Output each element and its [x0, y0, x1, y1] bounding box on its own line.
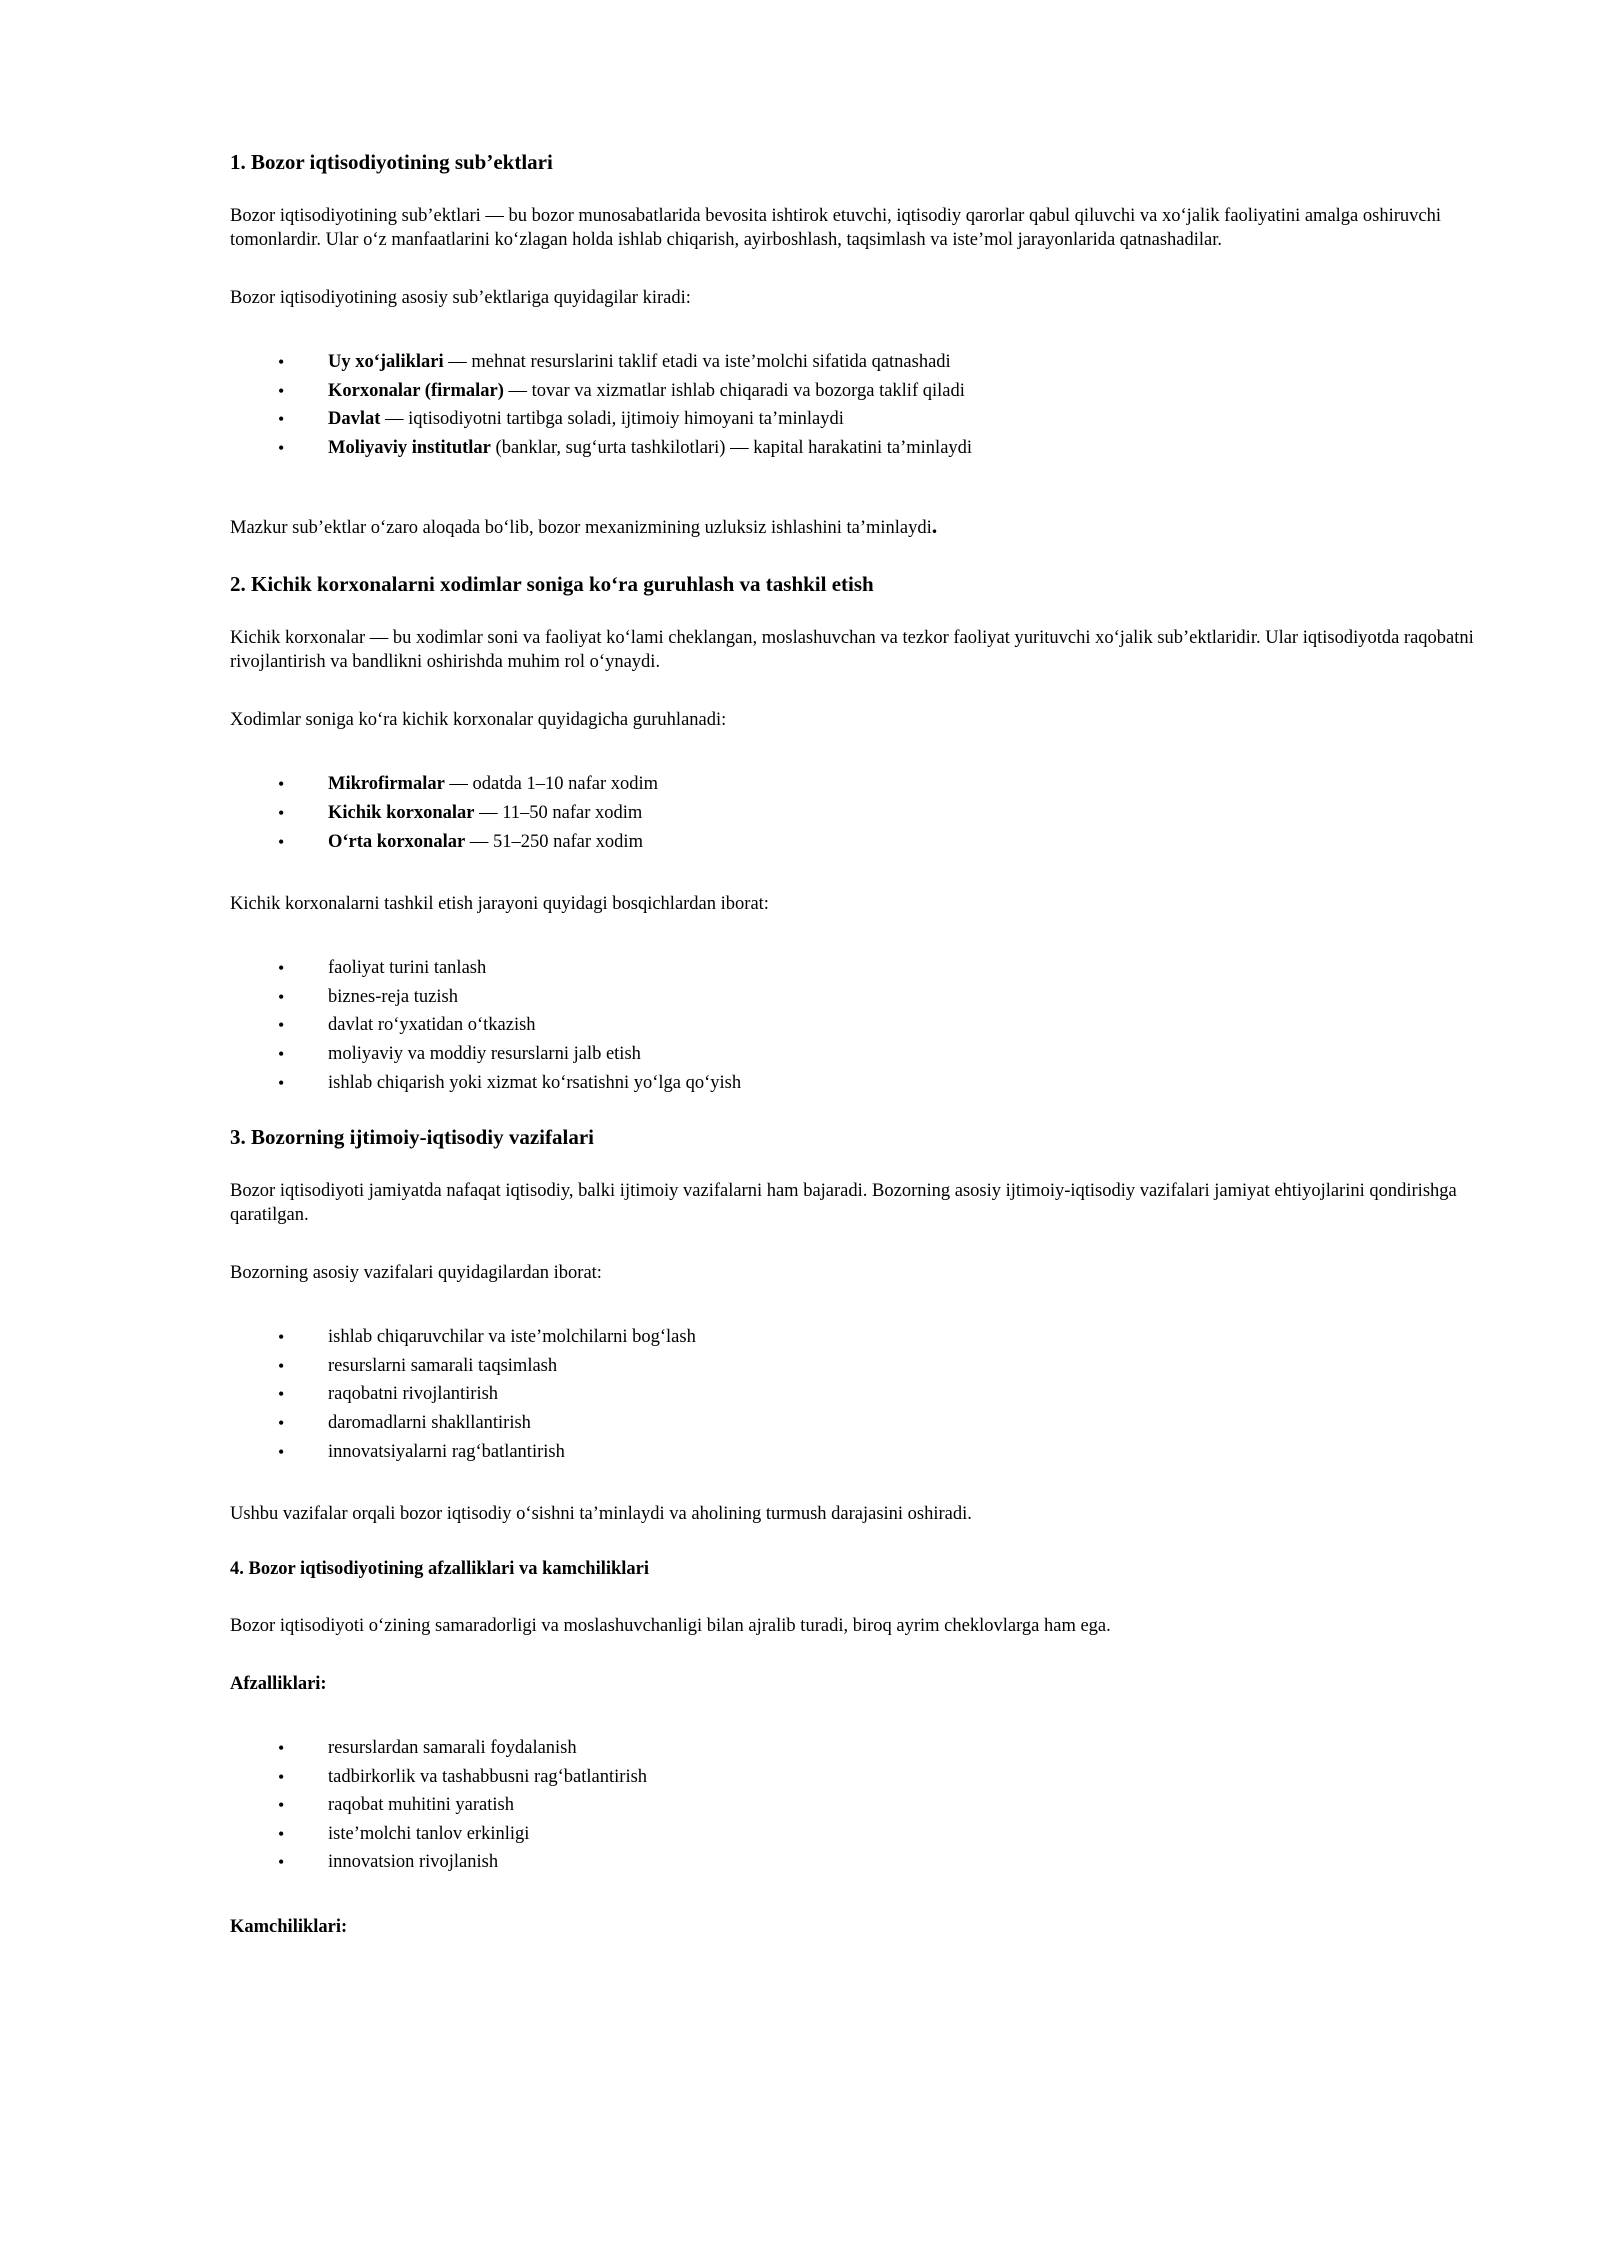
- list-item-text: (banklar, sug‘urta tashkilotlari) — kapital harakatini ta’minlaydi: [490, 437, 973, 458]
- list-item: [230, 1820, 1490, 1849]
- section-3-paragraph-3: Ushbu vazifalar orqali bozor iqtisodiy o‘sishni ta’minlaydi va aholining turmush darajasini oshiradi.: [230, 1504, 972, 1525]
- list-item: [230, 1323, 1490, 1352]
- section-1-paragraph-3-end: .: [931, 513, 938, 539]
- list-item: [230, 770, 1490, 799]
- section-2-paragraph-2: Xodimlar soniga ko‘ra kichik korxonalar quyidagicha guruhlanadi:: [230, 710, 727, 731]
- bullet-icon: •: [278, 1823, 285, 1844]
- advantages-label: Afzalliklari:: [230, 1674, 327, 1695]
- list-item-text: raqobatni rivojlantirish: [328, 1384, 499, 1405]
- list-item-text: ishlab chiqaruvchilar va iste’molchilarni bog‘lash: [328, 1327, 696, 1348]
- list-item: [230, 1352, 1490, 1381]
- bullet-icon: •: [278, 1384, 285, 1405]
- list-item: [230, 1069, 1490, 1098]
- list-item: [230, 1011, 1490, 1040]
- bullet-icon: •: [278, 1043, 285, 1064]
- section-2-title: 2. Kichik korxonalarni xodimlar soniga ko‘ra guruhlash va tashkil etish: [230, 572, 874, 597]
- list-item-text: — odatda 1–10 nafar xodim: [444, 774, 659, 795]
- section-3-paragraph-1: Bozor iqtisodiyoti jamiyatda nafaqat iqtisodiy, balki ijtimoiy vazifalarni ham bajaradi. Bozorning asosiy ijtimoiy-iqtisodiy vazifalari jamiyat ehtiyojlarini qondirishga qaratilgan.: [230, 1181, 1457, 1226]
- section-1-subjects-list: [230, 348, 1490, 462]
- section-3-title: 3. Bozorning ijtimoiy-iqtisodiy vazifalari: [230, 1125, 594, 1150]
- list-item: [230, 1791, 1490, 1820]
- list-item-text: moliyaviy va moddiy resurslarni jalb etish: [328, 1043, 641, 1064]
- bullet-icon: •: [278, 1355, 285, 1376]
- bullet-icon: •: [278, 409, 285, 430]
- bullet-icon: •: [278, 1412, 285, 1433]
- section-1-paragraph-3: [230, 514, 1490, 540]
- section-3-functions-list: [230, 1323, 1490, 1466]
- bullet-icon: •: [278, 1766, 285, 1787]
- disadvantages-label: Kamchiliklari:: [230, 1917, 348, 1938]
- list-item-term: O‘rta korxonalar: [328, 831, 466, 852]
- bullet-icon: •: [278, 1015, 285, 1036]
- section-1-paragraph-1: Bozor iqtisodiyotining sub’ektlari — bu bozor munosabatlarida bevosita ishtirok etuvchi, iqtisodiy qarorlar qabul qiluvchi va xo‘jalik faoliyatini amalga oshiruvchi tomonlardir. Ular o‘z manfaatlarini ko‘zlagan holda ishlab chiqarish, ayirboshlash, taqsimlash va iste’mol jarayonlarida qatnashadilar.: [230, 206, 1441, 250]
- bullet-icon: •: [278, 1852, 285, 1873]
- bullet-icon: •: [278, 1327, 285, 1348]
- advantages-list: [230, 1734, 1490, 1877]
- section-1-paragraph-2: Bozor iqtisodiyotining asosiy sub’ektlariga quyidagilar kiradi:: [230, 288, 691, 308]
- list-item: [230, 1438, 1490, 1467]
- list-item-text: davlat ro‘yxatidan o‘tkazish: [328, 1015, 536, 1036]
- list-item: [230, 1040, 1490, 1069]
- list-item: [230, 954, 1490, 983]
- list-item-text: — iqtisodiyotni tartibga soladi, ijtimoiy himoyani ta’minlaydi: [380, 409, 844, 430]
- list-item-text: tadbirkorlik va tashabbusni rag‘batlantirish: [328, 1766, 648, 1787]
- list-item-term: Davlat: [328, 409, 381, 430]
- list-item: [230, 434, 1490, 463]
- list-item: [230, 377, 1490, 406]
- list-item-text: raqobat muhitini yaratish: [328, 1795, 514, 1816]
- list-item-term: Mikrofirmalar: [328, 774, 445, 795]
- list-item-text: iste’molchi tanlov erkinligi: [328, 1823, 530, 1844]
- list-item-term: Moliyaviy institutlar: [328, 437, 491, 458]
- list-item-term: Korxonalar (firmalar): [328, 380, 504, 401]
- list-item-text: — 51–250 nafar xodim: [465, 831, 643, 852]
- bullet-icon: •: [278, 831, 285, 852]
- list-item: [230, 983, 1490, 1012]
- list-item: [230, 1734, 1490, 1763]
- list-item-text: — mehnat resurslarini taklif etadi va iste’molchi sifatida qatnashadi: [443, 352, 951, 372]
- bullet-icon: •: [278, 437, 285, 458]
- section-2-groups-list: [230, 770, 1490, 856]
- section-1-title: 1. Bozor iqtisodiyotining sub’ektlari: [230, 150, 553, 174]
- list-item-text: biznes-reja tuzish: [328, 986, 458, 1007]
- list-item-text: innovatsiyalarni rag‘batlantirish: [328, 1441, 565, 1462]
- section-2-paragraph-3: Kichik korxonalarni tashkil etish jarayoni quyidagi bosqichlardan iborat:: [230, 894, 769, 915]
- bullet-icon: •: [278, 802, 285, 823]
- section-4-paragraph-1: Bozor iqtisodiyoti o‘zining samaradorligi va moslashuvchanligi bilan ajralib turadi, biroq ayrim cheklovlarga ham ega.: [230, 1616, 1111, 1637]
- document-content: [230, 148, 1490, 1939]
- list-item-text: daromadlarni shakllantirish: [328, 1412, 531, 1433]
- list-item-text: resurslarni samarali taqsimlash: [328, 1355, 558, 1376]
- list-item-text: resurslardan samarali foydalanish: [328, 1738, 577, 1759]
- list-item: [230, 799, 1490, 828]
- bullet-icon: •: [278, 774, 285, 795]
- list-item-term: Kichik korxonalar: [328, 802, 475, 823]
- bullet-icon: •: [278, 380, 285, 401]
- list-item: [230, 405, 1490, 434]
- section-4-title: 4. Bozor iqtisodiyotining afzalliklari va kamchiliklari: [230, 1559, 650, 1580]
- list-item-term: Uy xo‘jaliklari: [328, 352, 444, 372]
- list-item-text: — tovar va xizmatlar ishlab chiqaradi va bozorga taklif qiladi: [503, 380, 965, 401]
- bullet-icon: •: [278, 958, 285, 979]
- bullet-icon: •: [278, 1795, 285, 1816]
- list-item: [230, 1409, 1490, 1438]
- bullet-icon: •: [278, 1072, 285, 1093]
- bullet-icon: •: [278, 352, 285, 372]
- list-item-text: — 11–50 nafar xodim: [474, 802, 643, 823]
- list-item: [230, 348, 1490, 377]
- bullet-icon: •: [278, 1738, 285, 1759]
- section-2-paragraph-1: Kichik korxonalar — bu xodimlar soni va faoliyat ko‘lami cheklangan, moslashuvchan va tezkor faoliyat yurituvchi xo‘jalik sub’ektlaridir. Ular iqtisodiyotda raqobatni rivojlantirish va bandlikni oshirishda muhim rol o‘ynaydi.: [230, 628, 1474, 673]
- list-item-text: faoliyat turini tanlash: [328, 958, 487, 979]
- list-item-text: innovatsion rivojlanish: [328, 1852, 499, 1873]
- list-item: [230, 1380, 1490, 1409]
- list-item: [230, 1763, 1490, 1792]
- bullet-icon: •: [278, 986, 285, 1007]
- list-item-text: ishlab chiqarish yoki xizmat ko‘rsatishni yo‘lga qo‘yish: [328, 1072, 742, 1093]
- list-item: [230, 1848, 1490, 1877]
- bullet-icon: •: [278, 1441, 285, 1462]
- section-1-paragraph-3-text: Mazkur sub’ektlar o‘zaro aloqada bo‘lib, bozor mexanizmining uzluksiz ishlashini ta’minlaydi: [230, 518, 932, 539]
- section-2-steps-list: [230, 954, 1490, 1097]
- list-item: [230, 828, 1490, 857]
- section-3-paragraph-2: Bozorning asosiy vazifalari quyidagilardan iborat:: [230, 1263, 602, 1284]
